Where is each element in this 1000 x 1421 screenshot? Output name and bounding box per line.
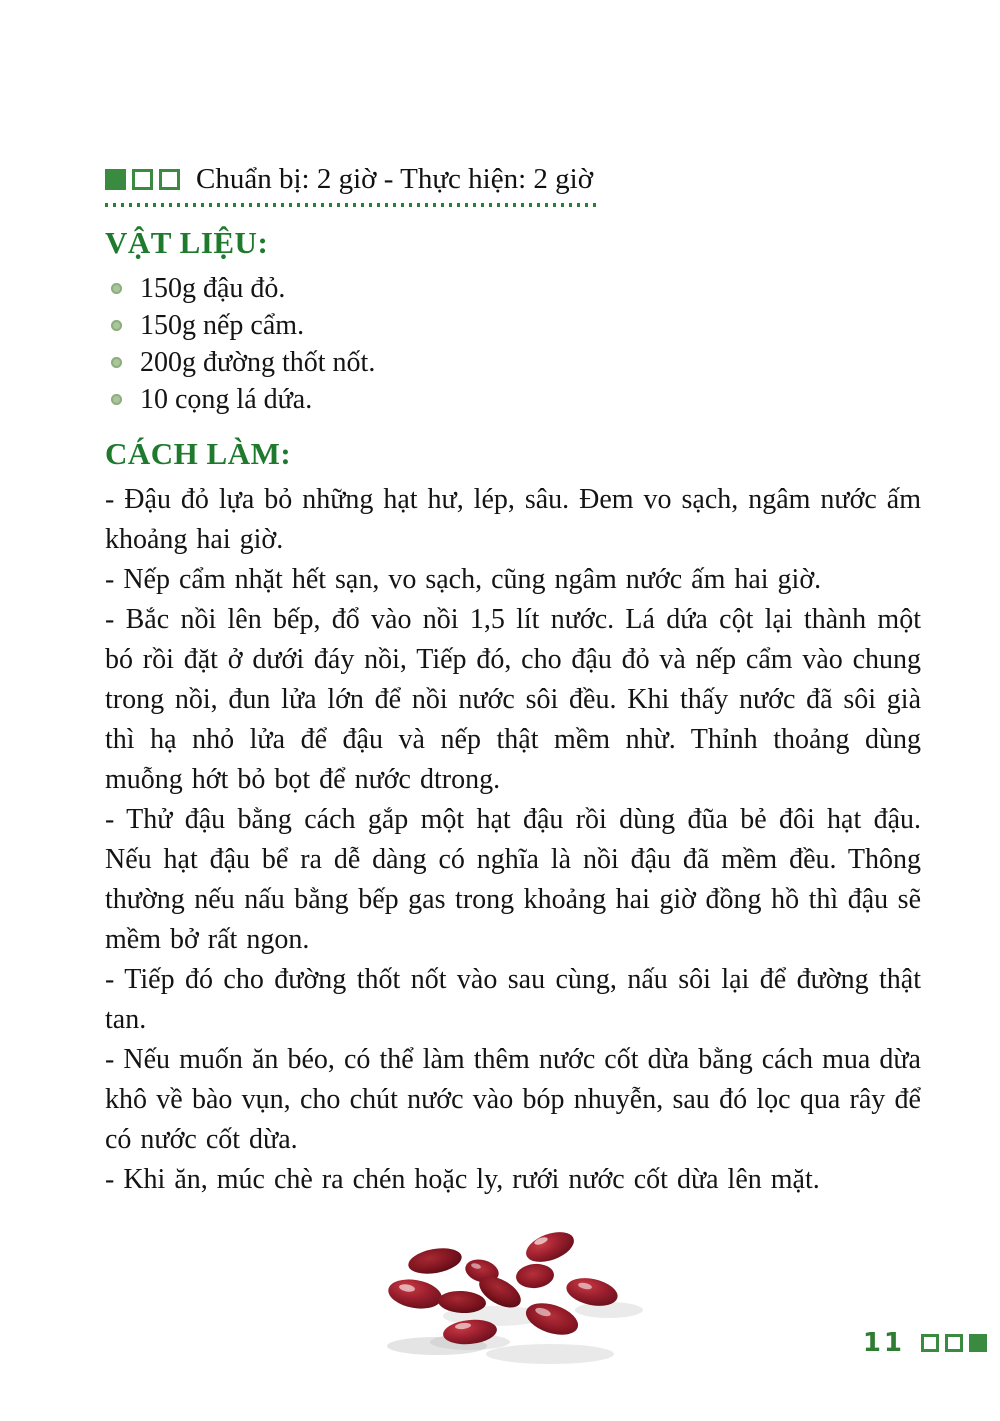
- page-number: 11: [862, 1328, 905, 1358]
- square-icon: [969, 1334, 987, 1352]
- method-step: - Khi ăn, múc chè ra chén hoặc ly, rưới nước cốt dừa lên mặt.: [105, 1164, 820, 1195]
- prep-time-text: Chuẩn bị: 2 giờ - Thực hiện: 2 giờ: [196, 163, 594, 195]
- square-icon: [132, 169, 153, 190]
- bullet-icon: [111, 320, 122, 331]
- bullet-icon: [111, 283, 122, 294]
- method-steps: [105, 480, 921, 1200]
- ingredient-text: 200g đường thốt nốt.: [140, 347, 376, 378]
- list-item: [105, 344, 921, 381]
- footer-squares-icon: [921, 1334, 987, 1352]
- method-step: - Nếp cẩm nhặt hết sạn, vo sạch, cũng ngâm nước ấm hai giờ.: [105, 564, 822, 595]
- square-icon: [105, 169, 126, 190]
- ingredient-text: 10 cọng lá dứa.: [140, 384, 313, 415]
- ingredients-heading: VẬT LIỆU:: [105, 225, 269, 260]
- list-item: [105, 307, 921, 344]
- red-beans-photo: [345, 1214, 681, 1372]
- bullet-icon: [111, 394, 122, 405]
- ingredient-text: 150g đậu đỏ.: [140, 273, 286, 304]
- page-footer: [863, 1328, 987, 1358]
- ingredients-list: [105, 270, 921, 418]
- difficulty-squares-icon: [105, 169, 180, 190]
- square-icon: [921, 1334, 939, 1352]
- red-beans-illustration: [345, 1214, 681, 1372]
- method-step: - Thử đậu bằng cách gắp một hạt đậu rồi dùng đũa bẻ đôi hạt đậu. Nếu hạt đậu bể ra dễ dàng có nghĩa là nồi đậu đã mềm đều. Thông thường nếu nấu bằng bếp gas trong khoảng hai giờ đồng hồ thì đậu sẽ mềm bở rất ngon.: [105, 804, 921, 955]
- bullet-icon: [111, 357, 122, 368]
- method-step: - Tiếp đó cho đường thốt nốt vào sau cùng, nấu sôi lại để đường thật tan.: [105, 964, 921, 1035]
- method-step: - Đậu đỏ lựa bỏ những hạt hư, lép, sâu. Đem vo sạch, ngâm nước ấm khoảng hai giờ.: [105, 484, 921, 555]
- ingredient-text: 150g nếp cẩm.: [140, 310, 305, 341]
- method-step: - Nếu muốn ăn béo, có thể làm thêm nước cốt dừa bằng cách mua dừa khô về bào vụn, cho chút nước vào bóp nhuyễn, sau đó lọc qua rây để có nước cốt dừa.: [105, 1044, 921, 1155]
- page-content: [105, 163, 921, 1372]
- list-item: [105, 381, 921, 418]
- prep-time-row: [105, 163, 921, 196]
- square-icon: [945, 1334, 963, 1352]
- dotted-divider: [105, 203, 597, 207]
- method-step: - Bắc nồi lên bếp, đổ vào nồi 1,5 lít nước. Lá dứa cột lại thành một bó rồi đặt ở dưới đáy nồi, Tiếp đó, cho đậu đỏ và nếp cẩm vào chung trong nồi, đun lửa lớn để nồi nước sôi đều. Khi thấy nước đã sôi già thì hạ nhỏ lửa để đậu và nếp thật mềm nhừ. Thỉnh thoảng dùng muỗng hớt bỏ bọt để nước dtrong.: [105, 604, 921, 795]
- square-icon: [159, 169, 180, 190]
- method-heading: CÁCH LÀM:: [105, 436, 292, 471]
- list-item: [105, 270, 921, 307]
